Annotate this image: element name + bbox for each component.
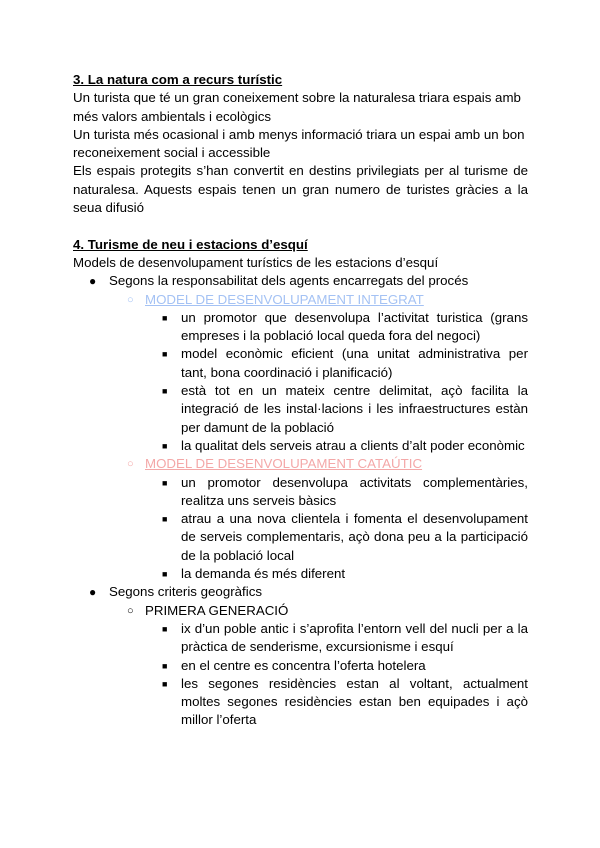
list-item-text: la demanda és més diferent [181, 566, 346, 582]
square-bullet-icon: ■ [162, 623, 168, 634]
model-cataútic[interactable] [73, 455, 528, 473]
list-item [73, 565, 528, 583]
document-page [73, 71, 528, 730]
group-geografics [73, 583, 528, 601]
model-primera-generacio [73, 602, 528, 620]
list-item [73, 510, 528, 565]
list-item-text: la qualitat dels serveis atrau a clients d’alt poder econòmic [181, 437, 525, 453]
square-bullet-icon: ■ [162, 678, 168, 689]
list-item [73, 345, 528, 382]
square-bullet-icon: ■ [162, 312, 168, 323]
group-label: Segons la responsabilitat dels agents encarregats del procés [109, 273, 469, 289]
list-item-text: està tot en un mateix centre delimitat, açò facilita la integració de les instal·lacions i les infraestructures estàn per damunt de la població [181, 383, 528, 435]
section-3-paragraph: Un turista més ocasional i amb menys informació triara un espai amb un bon reconeixement social i accessible [73, 126, 525, 161]
model-integrat-link[interactable]: MODEL DE DESENVOLUPAMENT INTEGRAT [145, 291, 424, 307]
hollow-circle-bullet-icon: ○ [127, 604, 134, 617]
filled-circle-bullet-icon: ● [89, 585, 97, 600]
section-4-heading: 4. Turisme de neu i estacions d’esquí [73, 236, 308, 252]
group-responsabilitat [73, 272, 528, 290]
section-3-paragraph: Els espais protegits s’han convertit en destins privilegiats per al turisme de naturalesa. Aquests espais tenen un gran numero de turistes gràcies a la seua difusió [73, 163, 528, 216]
section-3-heading: 3. La natura com a recurs turístic [73, 72, 283, 87]
list-item [73, 382, 528, 437]
list-item [73, 437, 528, 455]
section-3-paragraph: Un turista que té un gran coneixement sobre la naturalesa triara espais amb més valors ambientals i ecològics [73, 90, 521, 124]
list-item [73, 620, 528, 657]
square-bullet-icon: ■ [162, 386, 168, 397]
model-label: PRIMERA GENERACIÓ [145, 602, 289, 618]
list-item-text: atrau a una nova clientela i fomenta el desenvolupament de serveis complementaris, açò dona peu a la participació de la població local [181, 511, 528, 563]
square-bullet-icon: ■ [162, 477, 168, 488]
list-item-text: les segones residències estan al voltant, actualment moltes segones residències estan ben equipades i açò millor l’oferta [181, 675, 528, 728]
list-item [73, 309, 528, 346]
square-bullet-icon: ■ [162, 569, 168, 580]
square-bullet-icon: ■ [162, 514, 168, 525]
list-item-text: en el centre es concentra l’oferta hotelera [181, 657, 426, 673]
group-label: Segons criteris geogràfics [109, 584, 262, 600]
model-cataútic-link[interactable]: MODEL DE DESENVOLUPAMENT CATAÚTIC [145, 456, 423, 472]
list-item-text: model econòmic eficient (una unitat administrativa per tant, bona coordinació i planificació) [181, 346, 528, 380]
list-item-text: un promotor que desenvolupa l’activitat turistica (grans empreses i la població local queda fora del negoci) [181, 309, 528, 344]
square-bullet-icon: ■ [162, 660, 168, 671]
square-bullet-icon: ■ [162, 440, 168, 451]
list-item-text: ix d’un poble antic i s’aprofita l’entorn vell del nucli per a la pràctica de senderisme, excursionisme i esquí [181, 620, 528, 655]
list-item [73, 675, 528, 730]
hollow-circle-bullet-icon: ○ [127, 293, 134, 306]
filled-circle-bullet-icon: ● [89, 274, 97, 289]
section-4-intro: Models de desenvolupament turístics de les estacions d’esquí [73, 254, 439, 270]
list-item-text: un promotor desenvolupa activitats complementàries, realitza uns serveis bàsics [181, 474, 528, 508]
list-item [73, 474, 528, 511]
hollow-circle-bullet-icon: ○ [127, 458, 134, 471]
square-bullet-icon: ■ [162, 349, 168, 360]
model-integrat[interactable] [73, 291, 528, 309]
list-item [73, 657, 528, 675]
